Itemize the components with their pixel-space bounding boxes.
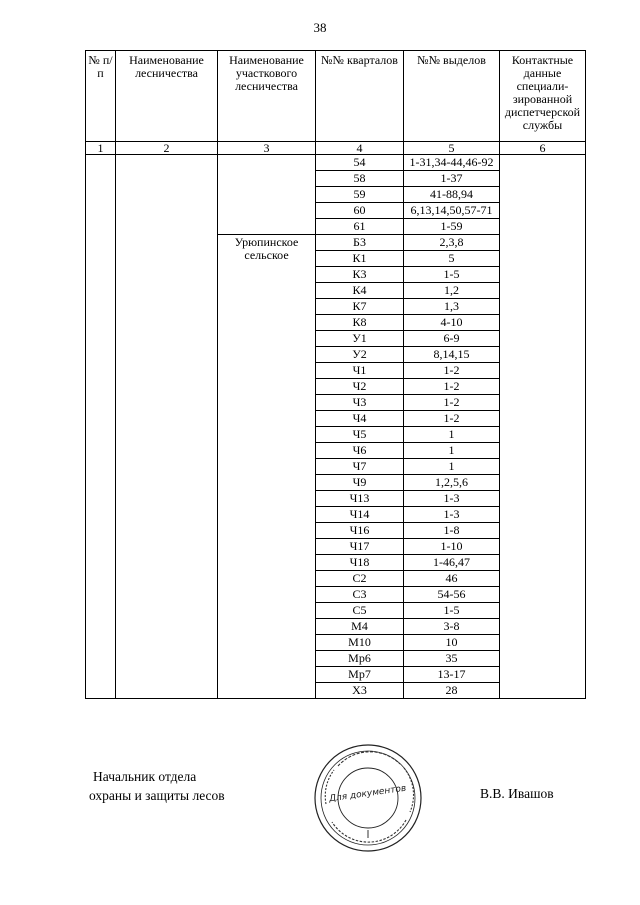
cell-quarter: М4 — [316, 619, 404, 635]
cell-sections: 1-8 — [404, 523, 500, 539]
header-cell-contacts: Контактные данные специали-зированной диспетчерской службы — [500, 51, 586, 142]
cell-sections: 1-2 — [404, 363, 500, 379]
cell-sections: 13-17 — [404, 667, 500, 683]
cell-district-forestry: Урюпинское сельское — [218, 235, 316, 699]
cell-quarter: Ч13 — [316, 491, 404, 507]
cell-quarter: Ч18 — [316, 555, 404, 571]
cell-sections: 1-3 — [404, 491, 500, 507]
cell-quarter: 61 — [316, 219, 404, 235]
seal-text: Для документов — [328, 783, 407, 805]
cell-quarter: Ч4 — [316, 411, 404, 427]
column-number-row — [86, 142, 586, 155]
cell-sections: 1-2 — [404, 379, 500, 395]
signature-position — [89, 767, 225, 805]
cell-sections: 1-2 — [404, 395, 500, 411]
cell-quarter: Ч9 — [316, 475, 404, 491]
cell-sections: 4-10 — [404, 315, 500, 331]
cell-sections: 1,2 — [404, 283, 500, 299]
cell-quarter: С2 — [316, 571, 404, 587]
position-line-1: Начальник отдела — [93, 769, 197, 784]
cell-quarter: У2 — [316, 347, 404, 363]
cell-quarter: Ч7 — [316, 459, 404, 475]
header-row — [86, 51, 586, 142]
column-number: 6 — [500, 142, 586, 155]
cell-sections: 46 — [404, 571, 500, 587]
cell-quarter: К3 — [316, 267, 404, 283]
cell-quarter: Ч2 — [316, 379, 404, 395]
cell-quarter: 59 — [316, 187, 404, 203]
cell-quarter: С3 — [316, 587, 404, 603]
cell-sections: 2,3,8 — [404, 235, 500, 251]
cell-sections: 1 — [404, 443, 500, 459]
cell-sections: 1-5 — [404, 603, 500, 619]
header-cell-quarters: №№ кварталов — [316, 51, 404, 142]
cell-quarter: Б3 — [316, 235, 404, 251]
cell-quarter: Ч5 — [316, 427, 404, 443]
column-number: 2 — [116, 142, 218, 155]
cell-sections: 1-2 — [404, 411, 500, 427]
cell-sections: 1-5 — [404, 267, 500, 283]
header-cell-sections: №№ выделов — [404, 51, 500, 142]
forestry-table — [85, 50, 586, 699]
cell-sections: 1-3 — [404, 507, 500, 523]
cell-quarter: М10 — [316, 635, 404, 651]
cell-sections: 3-8 — [404, 619, 500, 635]
cell-quarter: Ч6 — [316, 443, 404, 459]
page-number: 38 — [313, 20, 327, 35]
column-number: 4 — [316, 142, 404, 155]
header-cell-forestry: Наименование лесничества — [116, 51, 218, 142]
cell-sections: 1 — [404, 427, 500, 443]
cell-sections: 28 — [404, 683, 500, 699]
cell-sections: 1,2,5,6 — [404, 475, 500, 491]
header-cell-number: № п/п — [86, 51, 116, 142]
cell-number — [86, 155, 116, 699]
cell-quarter: К7 — [316, 299, 404, 315]
cell-sections: 1,3 — [404, 299, 500, 315]
cell-sections: 1 — [404, 459, 500, 475]
column-number: 3 — [218, 142, 316, 155]
column-number: 5 — [404, 142, 500, 155]
table-row — [86, 155, 586, 171]
cell-quarter: 60 — [316, 203, 404, 219]
cell-sections: 41-88,94 — [404, 187, 500, 203]
cell-quarter: Ч17 — [316, 539, 404, 555]
cell-quarter: К8 — [316, 315, 404, 331]
cell-quarter: С5 — [316, 603, 404, 619]
cell-sections: 1-31,34-44,46-92 — [404, 155, 500, 171]
cell-sections: 35 — [404, 651, 500, 667]
cell-quarter: Мр7 — [316, 667, 404, 683]
cell-quarter: Х3 — [316, 683, 404, 699]
cell-sections: 10 — [404, 635, 500, 651]
position-line-2: охраны и защиты лесов — [89, 788, 225, 803]
column-number: 1 — [86, 142, 116, 155]
official-seal — [312, 742, 424, 854]
cell-sections: 8,14,15 — [404, 347, 500, 363]
header-cell-district-forestry: Наименование участкового лесничества — [218, 51, 316, 142]
cell-quarter: Ч14 — [316, 507, 404, 523]
cell-quarter: 54 — [316, 155, 404, 171]
signer-name: В.В. Ивашов — [480, 786, 554, 801]
cell-sections: 6,13,14,50,57-71 — [404, 203, 500, 219]
cell-contacts — [500, 155, 586, 699]
cell-quarter: 58 — [316, 171, 404, 187]
cell-sections: 1-10 — [404, 539, 500, 555]
cell-quarter: Ч1 — [316, 363, 404, 379]
table-body — [86, 155, 586, 699]
cell-quarter: Мр6 — [316, 651, 404, 667]
cell-quarter: У1 — [316, 331, 404, 347]
cell-sections: 5 — [404, 251, 500, 267]
cell-sections: 6-9 — [404, 331, 500, 347]
cell-sections: 1-37 — [404, 171, 500, 187]
cell-sections: 54-56 — [404, 587, 500, 603]
cell-quarter: К1 — [316, 251, 404, 267]
cell-quarter: Ч16 — [316, 523, 404, 539]
cell-district-forestry-prev — [218, 155, 316, 235]
cell-quarter: Ч3 — [316, 395, 404, 411]
cell-quarter: К4 — [316, 283, 404, 299]
cell-sections: 1-59 — [404, 219, 500, 235]
cell-forestry — [116, 155, 218, 699]
cell-sections: 1-46,47 — [404, 555, 500, 571]
